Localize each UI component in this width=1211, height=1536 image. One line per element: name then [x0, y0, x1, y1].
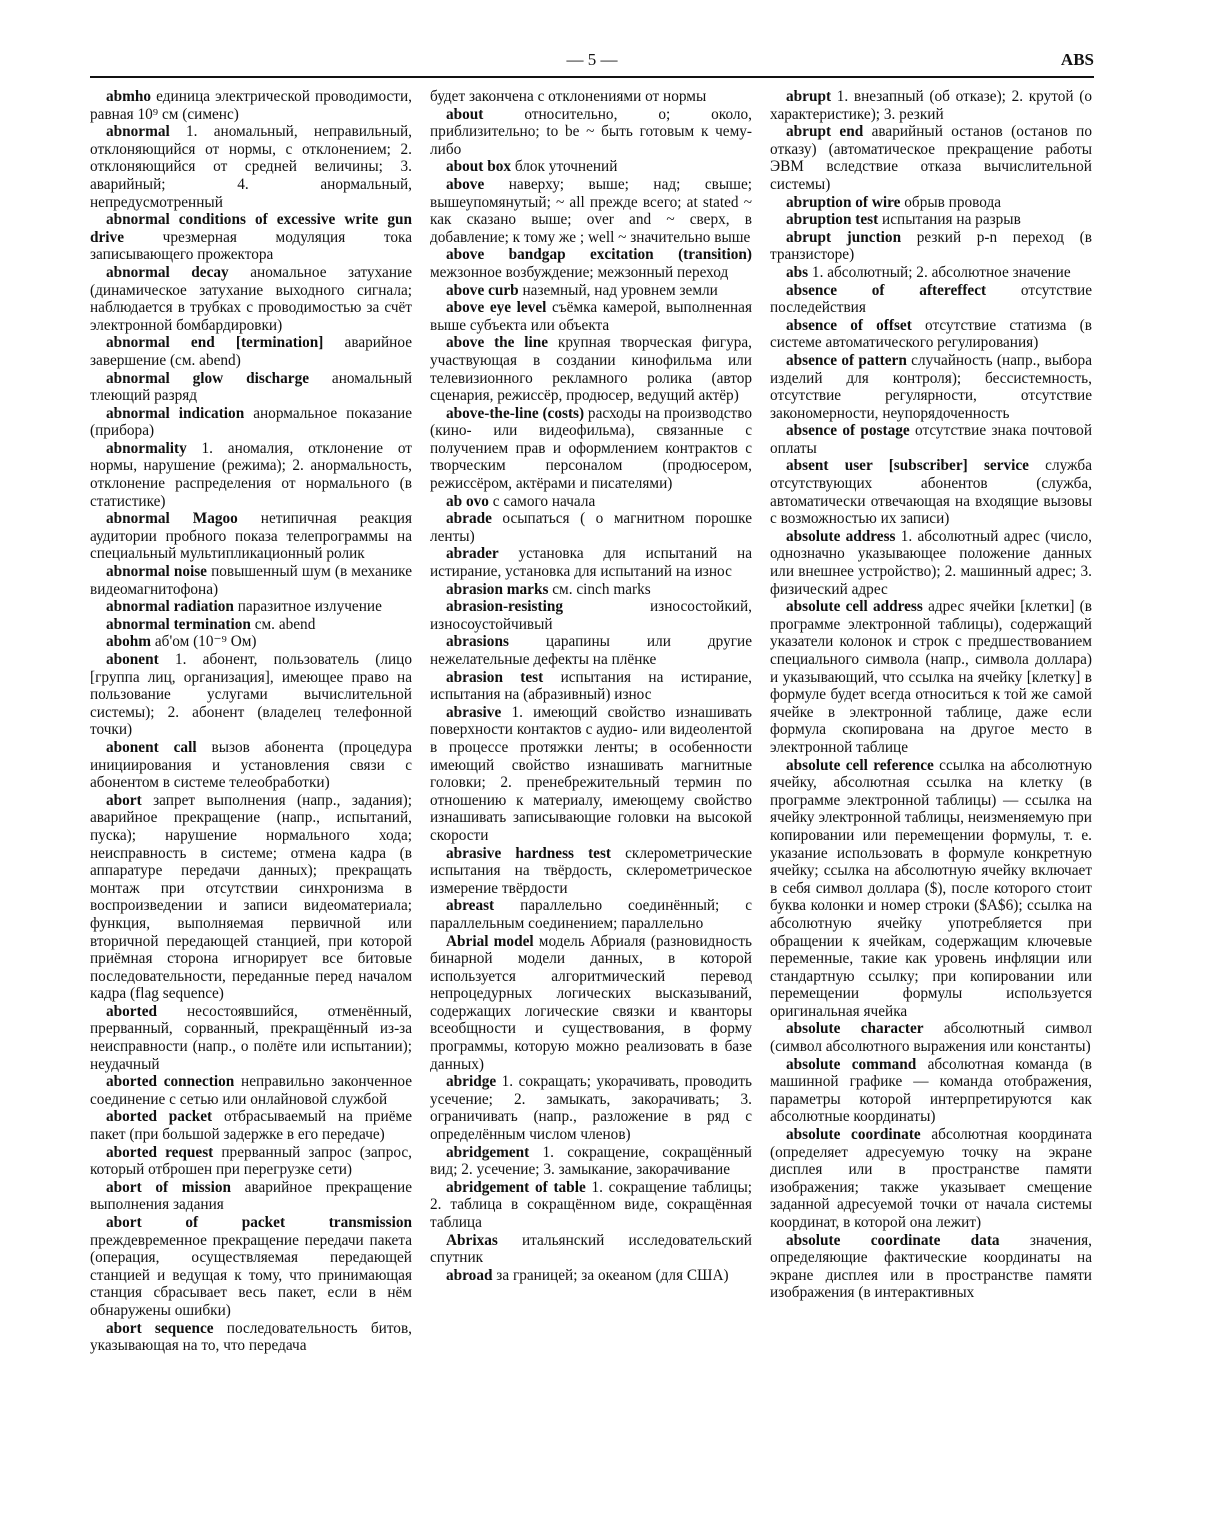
entry-term: abort: [106, 791, 142, 809]
dictionary-entry: [770, 211, 1092, 229]
entry-definition: абсолютная координата (определяет адресуемую точку на экране дисплея или в пространстве памяти изображения; также указывает смещение заданной адресуемой точки от начала системы координат, в которой она лежит): [770, 1126, 1092, 1231]
entry-term: abnormal end [termination]: [106, 334, 324, 352]
dictionary-entry: [430, 1144, 752, 1179]
dictionary-entry: [430, 405, 752, 493]
dictionary-entry: [90, 1144, 412, 1179]
entry-term: abnormal: [106, 123, 170, 141]
entry-term: absence of pattern: [786, 351, 907, 369]
entry-term: aborted: [106, 1002, 157, 1020]
entry-definition: будет закончена с отклонениями от нормы: [430, 88, 707, 105]
entry-definition: за границей; за океаном (для США): [492, 1266, 729, 1284]
entry-definition: паразитное излучение: [233, 598, 382, 616]
dictionary-columns: [90, 88, 1094, 1528]
entry-term: abruption of wire: [786, 193, 901, 211]
entry-term: absolute cell address: [786, 598, 923, 616]
entry-definition: см. cinch marks: [548, 580, 651, 598]
entry-definition: единица электрической проводимости, равная 10⁹ см (сименс): [90, 88, 412, 123]
entry-definition: 1. внезапный (об отказе); 2. крутой (о характеристике); 3. резкий: [770, 88, 1092, 123]
dictionary-entry: [430, 299, 752, 334]
entry-term: ab ovo: [446, 492, 489, 510]
entry-term: abnormal Magoo: [106, 510, 238, 528]
entry-definition: 1. абсолютный адрес (число, однозначно указывающее положение данных или внешнее устройство); 2. машинный адрес; 3. физический адрес: [770, 527, 1092, 598]
entry-definition: отсутствие знака почтовой оплаты: [770, 422, 1092, 457]
entry-definition: абсолютная команда (в машинной графике — команда отображения, параметры которой интерпретируются как абсолютные координаты): [770, 1055, 1092, 1126]
entry-term: abnormal conditions of excessive write gun drive: [90, 211, 412, 246]
dictionary-entry: [90, 563, 412, 598]
entry-definition: склерометрические испытания на твёрдость, склерометрическое измерение твёрдости: [430, 844, 752, 897]
entry-definition: крупная творческая фигура, участвующая в создании кинофильма или телевизионного рекламного ролика (автор сценария, режиссёр, продюсер, ведущий актёр): [430, 334, 752, 405]
dictionary-entry: [430, 246, 752, 281]
dictionary-entry: [430, 581, 752, 599]
entry-definition: царапины или другие нежелательные дефекты на плёнке: [430, 633, 752, 668]
entry-definition: анормальное показание (прибора): [90, 404, 412, 440]
entry-definition: наверху; выше; над; свыше; вышеупомянутый; ~ all прежде всего; at stated ~ как сказано выше; over and ~ сверх, в добавление; к тому же ; well ~ значительно выше: [430, 175, 752, 246]
entry-term: above the line: [446, 334, 549, 352]
entry-term: abmho: [106, 88, 152, 105]
entry-definition: значения, определяющие фактические координаты на экране дисплея или в пространстве памяти изображения (в интерактивных: [770, 1231, 1092, 1302]
dictionary-entry: [770, 194, 1092, 212]
dictionary-entry: [770, 422, 1092, 457]
entry-definition: относительно, о; около, приблизительно; to be ~ быть готовым к чему-либо: [430, 105, 752, 158]
entry-term: abrasion-resisting: [446, 598, 564, 616]
entry-definition: преждевременное прекращение передачи пакета (операция, осуществляемая передающей станцией и ведущая к тому, что принимающая станция сбрасывает весь пакет, если в нём обнаружены ошибки): [90, 1231, 412, 1319]
entry-definition: аномальный тлеющий разряд: [90, 369, 412, 405]
entry-term: abonent: [106, 651, 159, 668]
dictionary-entry: [770, 757, 1092, 1021]
dictionary-entry: [430, 933, 752, 1074]
entry-definition: запрет выполнения (напр., задания); аварийное прекращение (напр., испытаний, пуска); нарушение нормального хода; неисправность в системе; отмена кадра (в аппаратуре передачи данных); прекращать монтаж при отсутствии синхронизма в воспроизведении и записи видеоматериала; функция, выполняемая первичной или вторичной передающей станцией, при которой приёмная сторона игнорирует все битовые последовательности, переданные перед началом кадра (flag sequence): [90, 791, 412, 1003]
dictionary-entry: [90, 123, 412, 211]
entry-definition: абсолютный символ (символ абсолютного выражения или константы): [770, 1020, 1092, 1056]
entry-definition: аварийный останов (останов по отказу) (автоматическое прекращение работы ЭВМ вследствие отказа вычислительной системы): [770, 123, 1092, 193]
dictionary-entry: [770, 352, 1092, 422]
entry-term: abort of mission: [106, 1178, 232, 1196]
entry-term: abreast: [446, 897, 495, 915]
dictionary-entry: [90, 88, 412, 123]
entry-definition: испытания на разрыв: [878, 211, 1021, 229]
dictionary-entry: [770, 598, 1092, 756]
entry-term: abort of packet transmission: [106, 1214, 412, 1231]
entry-definition: расходы на производство (кино- или видеофильма), связанные с получением прав и оформлением контрактов с творческим персоналом (продюсером, режиссёром, актёрами и писателями): [430, 404, 752, 493]
entry-term: aborted connection: [106, 1073, 235, 1091]
entry-definition: случайность (напр., выбора изделий для контроля); бессистемность, отсутствие регулярности, отсутствие закономерности, неупорядоченность: [770, 351, 1092, 422]
entry-definition: 1. аномалия, отклонение от нормы, нарушение (режима); 2. анормальность, отклонение распределения от нормального (в статистике): [90, 439, 412, 510]
entry-term: abnormal termination: [106, 615, 251, 633]
entry-definition: съёмка камерой, выполненная выше субъекта или объекта: [430, 299, 752, 334]
entry-definition: адрес ячейки [клетки] (в программе электронной таблицы), содержащий указатели колонок и строк с предшествованием специального символа (напр., символа доллара) и указывающий, что ссылка на ячейку [клетку] в формуле будет всегда относиться к той же самой ячейке в электронной таблице, даже если формула скопирована на другое место в электронной таблице: [770, 598, 1092, 756]
dictionary-entry: [90, 651, 412, 739]
dictionary-entry: [770, 123, 1092, 193]
page-number: — 5 —: [566, 50, 618, 69]
entry-term: abrasion marks: [446, 580, 549, 598]
entry-term: abnormal radiation: [106, 598, 234, 616]
dictionary-entry: [90, 633, 412, 651]
dictionary-entry: [90, 1073, 412, 1108]
entry-term: absence of offset: [786, 316, 912, 334]
entry-term: abrasive: [446, 703, 502, 721]
entry-term: absent user [subscriber] service: [786, 457, 1029, 475]
dictionary-entry: [90, 598, 412, 616]
entry-term: above eye level: [446, 299, 547, 317]
entry-definition: 1. сокращение таблицы; 2. таблица в сокращённом виде, сокращённая таблица: [430, 1178, 752, 1231]
running-head: ABS: [1060, 50, 1094, 69]
entry-term: above: [446, 175, 485, 193]
entry-term: abridgement: [446, 1143, 530, 1161]
entry-term: abrasive hardness test: [446, 844, 612, 862]
header-rule: [90, 76, 1094, 78]
entry-term: about: [446, 105, 484, 123]
entry-definition: повышенный шум (в механике видеомагнитофона): [90, 563, 412, 598]
entry-term: absolute coordinate data: [786, 1231, 1000, 1249]
dictionary-entry: [90, 1320, 412, 1355]
entry-definition: прерванный запрос (запрос, который отброшен при перегрузке сети): [90, 1143, 412, 1179]
entry-term: absolute character: [786, 1020, 924, 1038]
dictionary-entry: [90, 370, 412, 405]
dictionary-entry: [430, 334, 752, 404]
entry-term: abrupt: [786, 88, 832, 105]
dictionary-entry: [430, 598, 752, 633]
entry-definition: блок уточнений: [511, 158, 618, 176]
entry-definition: с самого начала: [488, 492, 596, 510]
entry-term: above-the-line (costs): [446, 404, 585, 422]
entry-term: abruption test: [786, 211, 879, 229]
entry-term: aborted packet: [106, 1108, 213, 1126]
entry-term: abridgement of table: [446, 1178, 586, 1196]
entry-definition: резкий p-n переход (в транзисторе): [770, 228, 1092, 264]
dictionary-entry: [430, 845, 752, 898]
entry-definition: наземный, над уровнем земли: [518, 281, 718, 299]
entry-definition: обрыв провода: [900, 193, 1002, 211]
dictionary-entry: [430, 510, 752, 545]
entry-definition: износостойкий, износоустойчивый: [430, 598, 752, 633]
dictionary-entry: [770, 528, 1092, 598]
dictionary-entry: [90, 334, 412, 369]
dictionary-entry: [90, 792, 412, 1003]
entry-definition: отсутствие статизма (в системе автоматического регулирования): [770, 316, 1092, 352]
dictionary-entry: [90, 440, 412, 510]
dictionary-entry: [90, 1003, 412, 1073]
dictionary-entry: [90, 739, 412, 792]
dictionary-entry: [430, 704, 752, 845]
entry-term: absolute cell reference: [786, 756, 934, 774]
entry-definition: аномальное затухание (динамическое затухание выходного сигнала; наблюдается в трубках с проводимостью за счёт электронной бомбардировки): [90, 263, 412, 334]
entry-term: above curb: [446, 281, 519, 299]
entry-term: abnormal glow discharge: [106, 369, 310, 387]
entry-term: abrupt end: [786, 123, 864, 141]
dictionary-entry: [770, 229, 1092, 264]
entry-definition: аб'ом (10⁻⁹ Ом): [151, 633, 257, 651]
entry-term: abrasions: [446, 633, 509, 651]
entry-term: abnormal decay: [106, 263, 229, 281]
dictionary-entry: [90, 1179, 412, 1214]
dictionary-entry: [90, 1214, 412, 1320]
dictionary-entry: [770, 1020, 1092, 1055]
dictionary-entry: [90, 510, 412, 563]
entry-term: abrupt junction: [786, 228, 902, 246]
entry-definition: отсутствие последействия: [770, 281, 1092, 317]
dictionary-entry: [430, 633, 752, 668]
entry-definition: параллельно соединённый; с параллельным соединением; параллельно: [430, 897, 752, 932]
entry-term: absence of aftereffect: [786, 281, 987, 299]
column-2: [430, 88, 752, 1528]
dictionary-entry: [770, 1126, 1092, 1232]
entry-definition: осыпаться ( о магнитном порошке ленты): [430, 510, 752, 545]
entry-term: abrader: [446, 545, 499, 563]
dictionary-entry: [770, 1056, 1092, 1126]
dictionary-entry: [90, 1108, 412, 1143]
entry-term: abnormality: [106, 439, 187, 457]
entry-definition: чрезмерная модуляция тока записывающего прожектора: [90, 228, 412, 264]
dictionary-entry: [770, 317, 1092, 352]
column-1: [90, 88, 412, 1528]
dictionary-entry: [770, 457, 1092, 527]
dictionary-entry: [430, 88, 752, 106]
dictionary-entry: [90, 211, 412, 264]
entry-term: about box: [446, 158, 512, 176]
entry-definition: установка для испытаний на истирание, установка для испытаний на износ: [430, 545, 752, 581]
dictionary-entry: [770, 282, 1092, 317]
entry-term: abridge: [446, 1073, 497, 1091]
entry-definition: 1. имеющий свойство изнашивать поверхности контактов с аудио- или видеолентой в процессе протяжки ленты; в особенности имеющий свойство изнашивать магнитные головки; 2. пренебрежительный термин по отношению к материалу, имеющему свойство изнашивать записывающие головки на высокой скорости: [430, 703, 752, 844]
dictionary-entry: [430, 106, 752, 159]
dictionary-entry: [430, 1073, 752, 1143]
entry-term: abrade: [446, 510, 492, 528]
entry-definition: нетипичная реакция аудитории пробного показа телепрограммы на специальный мультипликационный ролик: [90, 510, 412, 563]
entry-term: abonent call: [106, 738, 197, 756]
entry-definition: модель Абриаля (разновидность бинарной модели данных, в которой используется алгоритмический перевод непроцедурных логических высказываний, содержащих логические связки и кванторы всеобщности и существования, в форму программы, которую можно реализовать в базе данных): [430, 932, 752, 1073]
entry-term: above bandgap excitation (transition): [446, 246, 752, 264]
entry-term: abroad: [446, 1266, 493, 1284]
dictionary-entry: [430, 1232, 752, 1267]
dictionary-entry: [90, 616, 412, 634]
entry-term: Abrial model: [446, 932, 534, 950]
entry-definition: испытания на истирание, испытания на (абразивный) износ: [430, 668, 752, 704]
page-header: [90, 46, 1094, 76]
entry-definition: межзонное возбуждение; межзонный переход: [430, 263, 729, 281]
entry-term: abnormal indication: [106, 404, 245, 422]
entry-definition: см. abend: [250, 615, 316, 633]
entry-definition: отбрасываемый на приёме пакет (при большой задержке в его передаче): [90, 1108, 412, 1144]
entry-definition: ссылка на абсолютную ячейку, абсолютная ссылка на клетку (в программе электронной таблицы) — ссылка на ячейку электронной таблицы, неизменяемую при копировании или перемещении формулы, т. е. указание использовать в формуле конкретную ячейку; ссылка на абсолютную ячейку включает в себя символ доллара ($), после которого стоит буква колонки и номер строки ($A$6); ссылка на абсолютную ячейку употребляется при обращении к ячейкам, содержащим ключевые переменные, такие как уровень инфляции или стандартную ссылку; при копировании или перемещении формулы используется оригинальная ячейка: [770, 756, 1092, 1020]
dictionary-entry: [430, 282, 752, 300]
dictionary-entry: [90, 264, 412, 334]
dictionary-entry: [430, 897, 752, 932]
column-3: [770, 88, 1092, 1528]
entry-definition: последовательность битов, указывающая на то, что передача: [90, 1319, 412, 1355]
entry-definition: аварийное прекращение выполнения задания: [90, 1178, 412, 1214]
entry-term: absence of postage: [786, 422, 910, 440]
entry-definition: служба отсутствующих абонентов (служба, автоматически отвечающая на входящие вызовы с возможностью их записи): [770, 457, 1092, 528]
dictionary-entry: [430, 669, 752, 704]
dictionary-entry: [430, 1267, 752, 1285]
dictionary-entry: [430, 1179, 752, 1232]
dictionary-entry: [770, 1232, 1092, 1302]
entry-definition: аварийное завершение (см. abend): [90, 334, 412, 369]
entry-definition: 1. сокращать; укорачивать, проводить усечение; 2. замыкать, закорачивать; 3. ограничивать (напр., разложение в ряд с определённым числом членов): [430, 1073, 752, 1144]
dictionary-entry: [770, 88, 1092, 123]
entry-definition: 1. абонент, пользователь (лицо [группа лиц, организация], имеющее право на пользование услугами вычислительной системы); 2. абонент (владелец телефонной точки): [90, 651, 412, 739]
entry-definition: 1. абсолютный; 2. абсолютное значение: [808, 263, 1071, 281]
entry-definition: несостоявшийся, отменённый, прерванный, сорванный, прекращённый из-за неисправности (напр., о полёте или испытании); неудачный: [90, 1002, 412, 1073]
dictionary-entry: [430, 493, 752, 511]
entry-term: absolute coordinate: [786, 1126, 921, 1144]
dictionary-entry: [90, 405, 412, 440]
entry-term: abort sequence: [106, 1319, 214, 1337]
entry-definition: итальянский исследовательский спутник: [430, 1231, 752, 1267]
dictionary-entry: [430, 176, 752, 246]
entry-term: Abrixas: [446, 1231, 498, 1249]
entry-term: abs: [786, 263, 809, 281]
dictionary-entry: [430, 158, 752, 176]
entry-definition: вызов абонента (процедура инициирования и установления связи с абонентом в системе телеобработки): [90, 738, 412, 792]
dictionary-entry: [770, 264, 1092, 282]
entry-definition: 1. сокращение, сокращённый вид; 2. усечение; 3. замыкание, закорачивание: [430, 1143, 752, 1179]
entry-term: abrasion test: [446, 668, 544, 686]
entry-term: absolute address: [786, 527, 896, 545]
entry-term: aborted request: [106, 1143, 214, 1161]
entry-term: abnormal noise: [106, 563, 207, 581]
dictionary-entry: [430, 545, 752, 580]
entry-definition: неправильно законченное соединение с сетью или онлайновой службой: [90, 1073, 412, 1108]
entry-term: absolute command: [786, 1055, 917, 1073]
entry-term: abohm: [106, 633, 152, 651]
entry-definition: 1. аномальный, неправильный, отклоняющийся от нормы, с отклонением; 2. отклоняющийся от средней величины; 3. аварийный; 4. анормальный, непредусмотренный: [90, 123, 412, 211]
